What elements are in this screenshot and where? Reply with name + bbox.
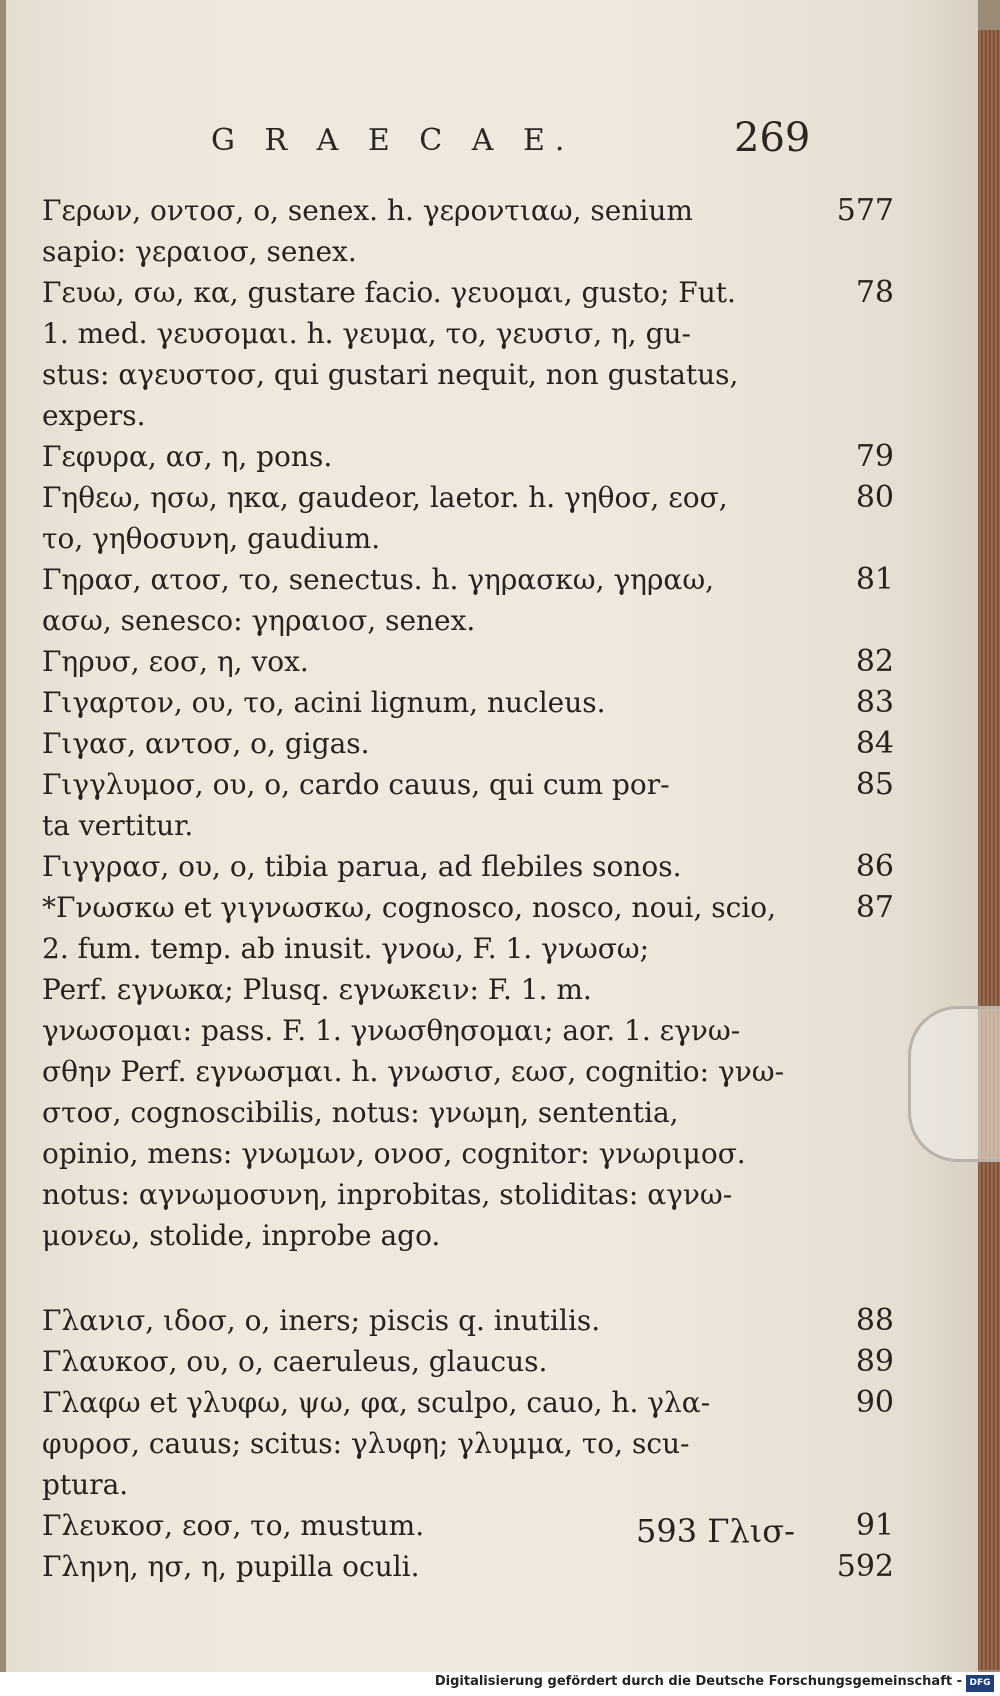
dictionary-entries [42,190,894,1587]
entry-text: ptura. [42,1468,129,1501]
entry-text: το, γηθοσυνη, gaudium. [42,522,381,555]
entry-text: Perf. εγνωκα; Plusq. εγνωκειν: F. 1. m. [42,973,592,1006]
entry-line [42,928,872,969]
entry-text: expers. [42,399,146,432]
entry-number: 80 [855,480,894,515]
entry-line [42,272,894,313]
entry-line [42,1010,872,1051]
entry-number: 79 [855,439,894,474]
entry-text: Γερων, οντοσ, ο, senex. h. γεροντιαω, senium [42,194,693,227]
entry-text: Γλευκοσ, εοσ, το, mustum. [42,1509,425,1542]
entry-line [42,600,872,641]
entry-text: Γλαυκοσ, ου, ο, caeruleus, glaucus. [42,1345,548,1378]
entry-text: stus: αγευστοσ, qui gustari nequit, non gustatus, [42,358,739,391]
entry-line [42,1300,894,1341]
entry-text: γνωσομαι: pass. F. 1. γνωσθησομαι; aor. 1. εγνω- [42,1014,741,1047]
entry-line [42,1464,872,1505]
entry-line [42,1546,894,1587]
entry-line [42,1382,894,1423]
entry-line [42,846,894,887]
entry-line [42,682,894,723]
entry-text: φυροσ, cauus; scitus: γλυφη; γλυμμα, το, scu- [42,1427,690,1460]
page-clip [908,1006,1000,1162]
catchword: 593 Γλισ- [636,1512,795,1550]
entry-line [42,723,894,764]
entry-text: Γιγγλυμοσ, ου, ο, cardo cauus, qui cum por- [42,768,670,801]
entry-line [42,1215,872,1256]
page-edge [978,30,1000,1670]
entry-number: 82 [855,644,894,679]
entry-number: 577 [836,193,894,228]
digitization-banner [0,1672,1000,1696]
entry-line [42,354,872,395]
entry-text: 1. med. γευσομαι. h. γευμα, το, γευσισ, η, gu- [42,317,691,350]
entry-text: Γιγαρτον, ου, το, acini lignum, nucleus. [42,686,606,719]
entry-number: 89 [855,1344,894,1379]
entry-line [42,559,894,600]
entry-number: 85 [855,767,894,802]
running-head: G R A E C A E. [211,123,575,158]
entry-number: 84 [855,726,894,761]
entry-line [42,1423,872,1464]
entry-text: Γληνη, ησ, η, pupilla oculi. [42,1550,420,1583]
entry-line [42,1256,872,1300]
banner-text: Digitalisierung gefördert durch die Deutsche Forschungsgemeinschaft - [434,1674,962,1689]
entry-line [42,231,872,272]
entry-text: μονεω, stolide, inprobe ago. [42,1219,441,1252]
entry-line [42,436,894,477]
entry-line [42,190,894,231]
entry-number: 81 [855,562,894,597]
entry-line [42,1051,872,1092]
entry-number: 78 [855,275,894,310]
entry-text: Γλανισ, ιδοσ, ο, iners; piscis q. inutilis. [42,1304,601,1337]
entry-line [42,969,872,1010]
entry-line [42,477,894,518]
entry-text: Γεφυρα, ασ, η, pons. [42,440,333,473]
entry-number: 88 [855,1303,894,1338]
entry-number: 87 [855,890,894,925]
entry-text: 2. fum. temp. ab inusit. γνοω, F. 1. γνωσω; [42,932,650,965]
entry-line [42,313,872,354]
entry-number: 86 [855,849,894,884]
entry-text: Γηρασ, ατοσ, το, senectus. h. γηρασκω, γηραω, [42,563,715,596]
entry-line [42,1341,894,1382]
entry-line [42,518,872,559]
entry-line [42,805,872,846]
entry-text: opinio, mens: γνωμων, ονοσ, cognitor: γνωριμοσ. [42,1137,746,1170]
entry-line [42,1174,872,1215]
entry-number: 83 [855,685,894,720]
entry-line [42,1092,872,1133]
entry-text: Γιγγρασ, ου, ο, tibia parua, ad flebiles sonos. [42,850,682,883]
entry-text: notus: αγνωμοσυνη, inprobitas, stoliditas: αγνω- [42,1178,733,1211]
entry-text: Γευω, σω, κα, gustare facio. γευομαι, gusto; Fut. [42,276,736,309]
entry-number: 592 [836,1549,894,1584]
book-page [6,0,978,1672]
entry-line [42,395,872,436]
dfg-logo: DFG [966,1675,994,1692]
entry-text: Γηθεω, ησω, ηκα, gaudeor, laetor. h. γηθοσ, εοσ, [42,481,728,514]
entry-number: 91 [855,1508,894,1543]
page-number: 269 [734,115,811,161]
entry-text: *Γνωσκω et γιγνωσκω, cognosco, nosco, noui, scio, [42,891,777,924]
entry-line [42,641,894,682]
entry-text: Γλαφω et γλυφω, ψω, φα, sculpo, cauo, h. γλα- [42,1386,711,1419]
entry-line [42,1133,872,1174]
entry-text: σθην Perf. εγνωσμαι. h. γνωσισ, εωσ, cognitio: γνω- [42,1055,785,1088]
page-header [6,115,978,175]
entry-text: Γηρυσ, εοσ, η, vox. [42,645,309,678]
entry-line [42,887,894,928]
entry-number: 90 [855,1385,894,1420]
entry-text: ασω, senesco: γηραιοσ, senex. [42,604,476,637]
entry-text: Γιγασ, αντοσ, ο, gigas. [42,727,370,760]
entry-text: ta vertitur. [42,809,194,842]
entry-line [42,764,894,805]
entry-text: sapio: γεραιοσ, senex. [42,235,357,268]
entry-text: στοσ, cognoscibilis, notus: γνωμη, sententia, [42,1096,679,1129]
